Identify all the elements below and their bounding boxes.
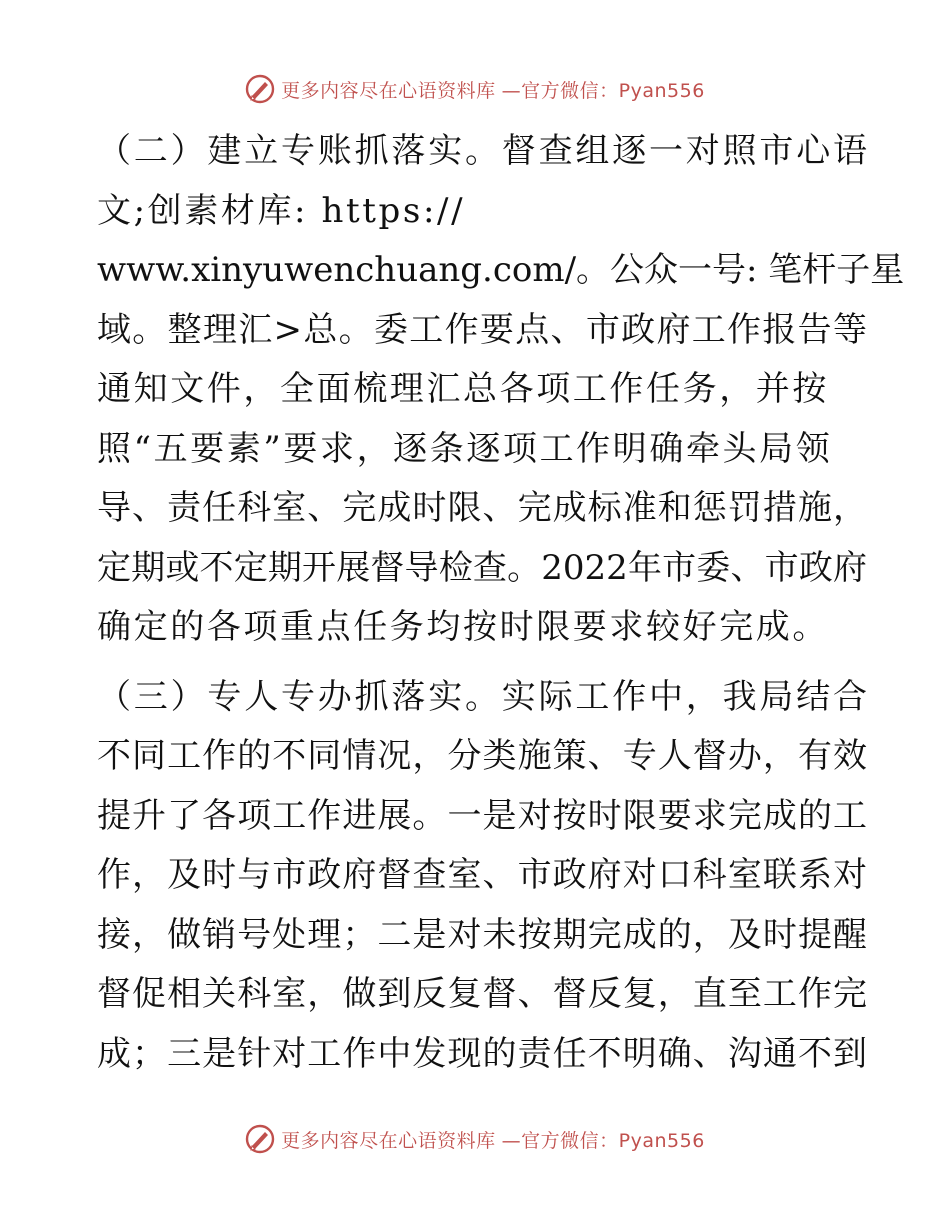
watermark-contact: —官方微信：Pyan556 [501, 1129, 705, 1152]
text-line: 照“五要素”要求，逐条逐项工作明确牵头局领 [97, 428, 833, 469]
text-line: 定期或不定期开展督导检查。2022年市委、市政府 [97, 547, 867, 588]
text-line: 督促相关科室，做到反复督、督反复，直至工作完 [97, 974, 867, 1014]
watermark-contact: —官方微信：Pyan556 [501, 79, 705, 102]
text-line: 成；三是针对工作中发现的责任不明确、沟通不到 [97, 1033, 867, 1074]
text-line: 接，做销号处理；二是对未按期完成的，及时提醒 [97, 914, 867, 955]
text-line: 文;创素材库: https:// [97, 190, 466, 231]
text-line: 域。整理汇>总。委工作要点、市政府工作报告等 [97, 309, 867, 350]
pen-logo-icon [245, 74, 275, 104]
paragraph-2 [97, 122, 905, 658]
paragraph-spacer [97, 658, 867, 668]
footer-watermark [0, 1124, 950, 1154]
text-line: 导、责任科室、完成时限、完成标准和惩罚措施， [97, 488, 867, 528]
text-line: www.xinyuwenchuang.com/。公众一号: 笔杆子星 [97, 250, 905, 290]
text-line: 提升了各项工作进展。一是对按时限要求完成的工 [97, 795, 867, 836]
text-line: （三）专人专办抓落实。实际工作中，我局结合 [97, 676, 867, 717]
paragraph-3 [97, 668, 867, 1085]
text-line: 不同工作的不同情况，分类施策、专人督办，有效 [97, 736, 867, 776]
pen-logo-icon [245, 1124, 275, 1154]
document-body [97, 122, 905, 1084]
header-watermark [0, 74, 950, 104]
watermark-text: 更多内容尽在心语资料库 [281, 1129, 496, 1152]
text-line: 确定的各项重点任务均按时限要求较好完成。 [97, 607, 829, 647]
watermark-text: 更多内容尽在心语资料库 [281, 79, 496, 102]
text-line: 作，及时与市政府督查室、市政府对口科室联系对 [97, 855, 867, 895]
text-line: （二）建立专账抓落实。督查组逐一对照市心语 [97, 131, 867, 171]
text-line: 通知文件，全面梳理汇总各项工作任务，并按 [97, 369, 829, 409]
